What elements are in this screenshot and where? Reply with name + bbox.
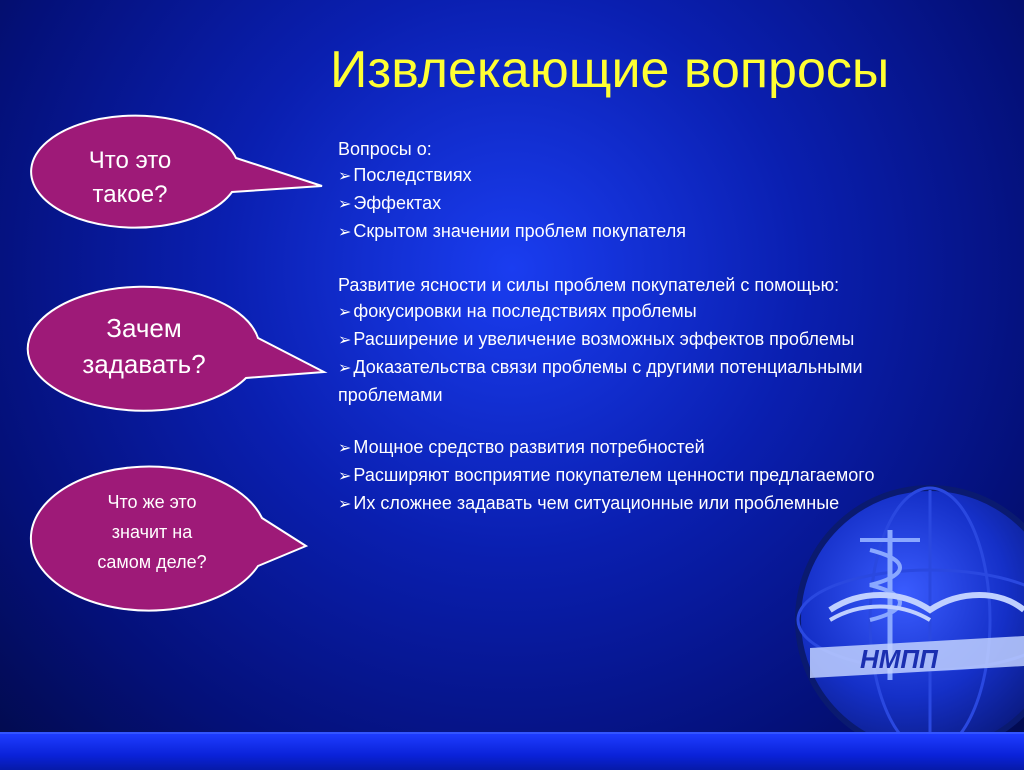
footer-bar [0,732,1024,770]
content-text-block [338,136,878,518]
list-item: ➢ Их сложнее задавать чем ситуационные или проблемные [338,490,878,518]
bubble-1-line-1: Что это [88,147,172,174]
list-item: ➢ Расширение и увеличение возможных эффектов проблемы [338,326,878,354]
bubble-3-line-3: самом деле? [97,552,207,572]
speech-bubble-3-text [52,480,252,584]
intro-text: Вопросы о: [338,139,432,159]
bubble-2-line-2: задавать? [82,349,206,379]
speech-bubble-1-text [40,136,220,220]
speech-bubble-2-text [44,304,244,388]
bubble-3-line-2: значит на [111,522,193,542]
bubble-2-line-1: Зачем [106,313,182,343]
list-item: ➢ Мощное средство развития потребностей [338,434,878,462]
list-item: ➢ Последствиях [338,162,878,190]
bubble-1-line-2: такое? [92,181,168,208]
caduceus-globe-logo-icon [790,480,1024,750]
list-item: ➢ Эффектах [338,190,878,218]
list-item: ➢ Доказательства связи проблемы с другими потенциальными проблемами [338,354,878,408]
bubble-3-line-1: Что же это [107,492,197,512]
slide-title: Извлекающие вопросы [330,41,890,99]
paragraph-text: Развитие ясности и силы проблем покупателей с помощью: [338,275,840,295]
list-item: ➢ фокусировки на последствиях проблемы [338,298,878,326]
logo-text: НМПП [860,644,938,674]
list-item: ➢ Расширяют восприятие покупателем ценности предлагаемого [338,462,878,490]
list-item: ➢ Скрытом значении проблем покупателя [338,218,878,246]
